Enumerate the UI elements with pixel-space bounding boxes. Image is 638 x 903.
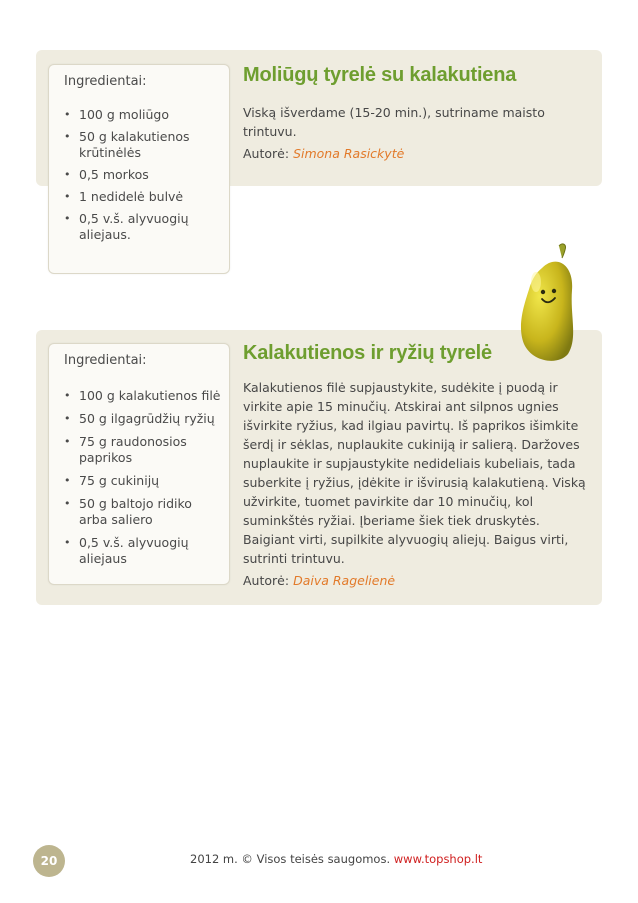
recipe-author-1 xyxy=(243,146,404,161)
ingredients-list xyxy=(64,388,224,574)
footer-copyright xyxy=(190,852,482,866)
ingredient-item: • 1 nedidelė bulvė xyxy=(64,189,224,205)
ingredient-item: • 0,5 morkos xyxy=(64,167,224,183)
author-label: Autorė: xyxy=(243,146,290,161)
recipe-instructions-2: Kalakutienos filė supjaustykite, sudėkite į puodą ir virkite apie 15 minučių. Atskirai ant silpnos ugnies išvirkite ryžius, kad ilgiau pavirtų. Iš paprikos išimkite šerdį ir sėklas, nuplaukite cukiniją ir salierą. Daržoves nuplaukite ir supjaustykite nedideliais kubeliais, tada suberkite į ryžius, įdėkite ir išvirusią kalakutieną. Viską užvirkite, tuomet pavirkite dar 10 minučių, kol suminkštės ryžiai. Įberiame šiek tiek druskytės. Baigiant virti, supilkite alyvuogių aliejų. Baigus virti, sutrinti trintuvu. xyxy=(243,380,586,566)
ingredients-list xyxy=(64,107,224,249)
ingredient-item: • 75 g raudonosios paprikos xyxy=(64,434,224,466)
author-name: Daiva Ragelienė xyxy=(293,573,396,588)
ingredient-item: • 0,5 v.š. alyvuogių aliejaus. xyxy=(64,211,224,243)
author-name: Simona Rasickytė xyxy=(293,146,405,161)
author-label: Autorė: xyxy=(243,573,290,588)
recipe-instructions-1: Viską išverdame (15-20 min.), sutriname maisto trintuvu. xyxy=(243,105,545,139)
ingredient-item: • 0,5 v.š. alyvuogių aliejaus xyxy=(64,535,224,567)
copyright-text: 2012 m. © Visos teisės saugomos. xyxy=(190,852,391,866)
ingredient-item: • 50 g kalakutienos krūtinėlės xyxy=(64,129,224,161)
ingredient-item: • 50 g baltojo ridiko arba saliero xyxy=(64,496,224,528)
ingredients-card-2 xyxy=(48,343,230,585)
website-link[interactable]: www.topshop.lt xyxy=(393,852,483,866)
recipe-title-1: Moliūgų tyrelė su kalakutiena xyxy=(243,64,517,86)
ingredients-card-1 xyxy=(48,64,230,274)
zucchini-mascot-icon xyxy=(512,240,582,365)
ingredient-item: • 100 g kalakutienos filė xyxy=(64,388,224,404)
recipe-title-2: Kalakutienos ir ryžių tyrelė xyxy=(243,342,492,364)
ingredient-item: • 50 g ilgagrūdžių ryžių xyxy=(64,411,224,427)
recipe-author-2 xyxy=(243,573,395,588)
ingredient-item: • 75 g cukinijų xyxy=(64,473,224,489)
ingredients-heading: Ingredientai: xyxy=(64,353,147,368)
page-number-badge: 20 xyxy=(33,845,65,877)
ingredients-heading: Ingredientai: xyxy=(64,74,147,89)
ingredient-item: • 100 g moliūgo xyxy=(64,107,224,123)
